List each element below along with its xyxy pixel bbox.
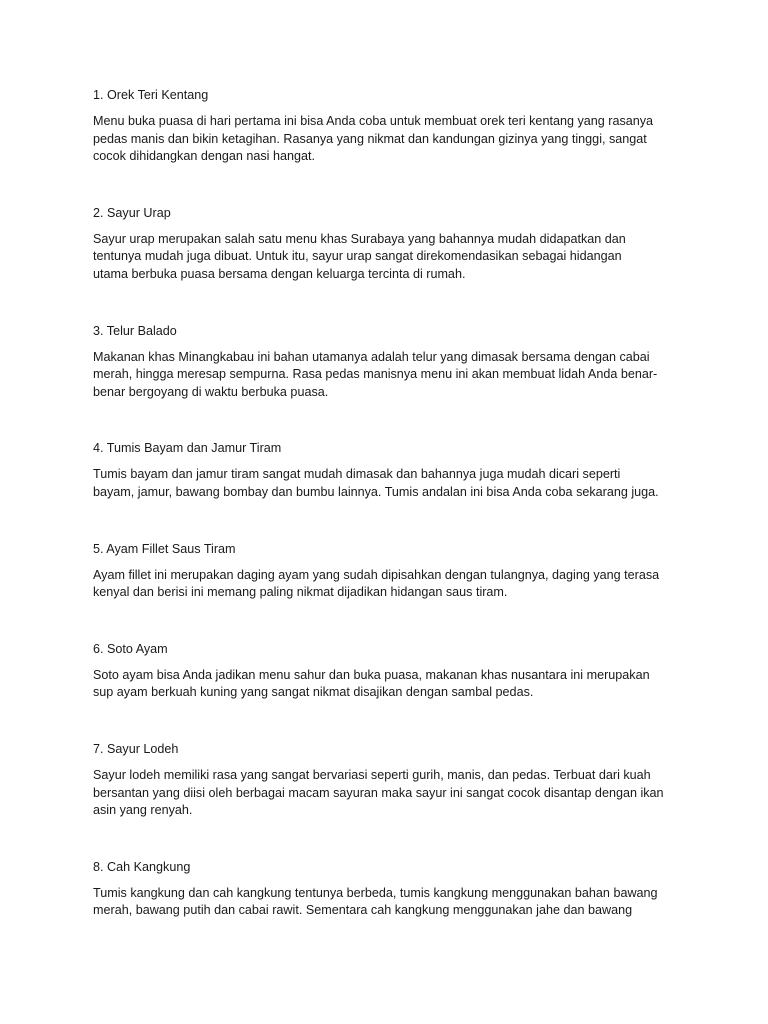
paragraph-line: Tumis bayam dan jamur tiram sangat mudah dimasak dan bahannya juga mudah dicari seperti [93, 467, 621, 482]
paragraph-line: Sayur urap merupakan salah satu menu khas Surabaya yang bahannya mudah didapatkan dan [93, 231, 626, 246]
section-tumis-bayam [93, 439, 683, 501]
section-heading: 4. Tumis Bayam dan Jamur Tiram [93, 441, 282, 456]
section-heading: 5. Ayam Fillet Saus Tiram [93, 541, 236, 556]
section-heading: 8. Cah Kangkung [93, 859, 191, 874]
paragraph-line: asin yang renyah. [93, 803, 193, 818]
section-paragraph [93, 885, 683, 920]
section-paragraph [93, 567, 683, 602]
paragraph-line: pedas manis dan bikin ketagihan. Rasanya yang nikmat dan kandungan gizinya yang tinggi, sangat [93, 131, 647, 146]
paragraph-line: Ayam fillet ini merupakan daging ayam yang sudah dipisahkan dengan tulangnya, daging yang terasa [93, 567, 660, 582]
section-paragraph [93, 349, 683, 402]
paragraph-line: Sayur lodeh memiliki rasa yang sangat bervariasi seperti gurih, manis, dan pedas. Terbuat dari kuah [93, 767, 651, 782]
paragraph-line: kenyal dan berisi ini memang paling nikmat dijadikan hidangan saus tiram. [93, 585, 508, 600]
section-sayur-urap [93, 204, 683, 284]
paragraph-line: tentunya mudah juga dibuat. Untuk itu, sayur urap sangat direkomendasikan sebagai hidangan [93, 249, 622, 264]
paragraph-line: utama berbuka puasa bersama dengan keluarga tercinta di rumah. [93, 266, 466, 281]
section-telur-balado [93, 322, 683, 402]
paragraph-line: Makanan khas Minangkabau ini bahan utamanya adalah telur yang dimasak bersama dengan cabai [93, 349, 650, 364]
section-cah-kangkung [93, 858, 683, 920]
section-soto-ayam [93, 640, 683, 702]
section-sayur-lodeh [93, 740, 683, 820]
section-heading: 1. Orek Teri Kentang [93, 88, 209, 102]
paragraph-line: merah, bawang putih dan cabai rawit. Sementara cah kangkung menggunakan jahe dan bawang [93, 903, 633, 918]
section-ayam-fillet [93, 540, 683, 602]
section-paragraph [93, 231, 683, 284]
section-paragraph [93, 466, 683, 501]
section-orek-teri-kentang [93, 86, 683, 166]
section-heading: 7. Sayur Lodeh [93, 741, 179, 756]
paragraph-line: bersantan yang diisi oleh berbagai macam sayuran maka sayur ini sangat cocok disantap dengan ikan [93, 785, 664, 800]
section-paragraph [93, 667, 683, 702]
paragraph-line: benar bergoyang di waktu berbuka puasa. [93, 384, 329, 399]
document-page [93, 86, 683, 958]
section-paragraph [93, 767, 683, 820]
section-heading: 6. Soto Ayam [93, 641, 168, 656]
paragraph-line: cocok dihidangkan dengan nasi hangat. [93, 149, 315, 164]
paragraph-line: Menu buka puasa di hari pertama ini bisa Anda coba untuk membuat orek teri kentang yang rasanya [93, 114, 654, 128]
section-heading: 2. Sayur Urap [93, 205, 171, 220]
paragraph-line: merah, hingga meresap sempurna. Rasa pedas manisnya menu ini akan membuat lidah Anda benar- [93, 367, 658, 382]
section-heading: 3. Telur Balado [93, 323, 177, 338]
paragraph-line: Tumis kangkung dan cah kangkung tentunya berbeda, tumis kangkung menggunakan bahan bawang [93, 885, 658, 900]
paragraph-line: Soto ayam bisa Anda jadikan menu sahur dan buka puasa, makanan khas nusantara ini merupakan [93, 667, 650, 682]
section-paragraph [93, 113, 683, 166]
paragraph-line: bayam, jamur, bawang bombay dan bumbu lainnya. Tumis andalan ini bisa Anda coba sekarang juga. [93, 484, 659, 499]
paragraph-line: sup ayam berkuah kuning yang sangat nikmat disajikan dengan sambal pedas. [93, 685, 534, 700]
